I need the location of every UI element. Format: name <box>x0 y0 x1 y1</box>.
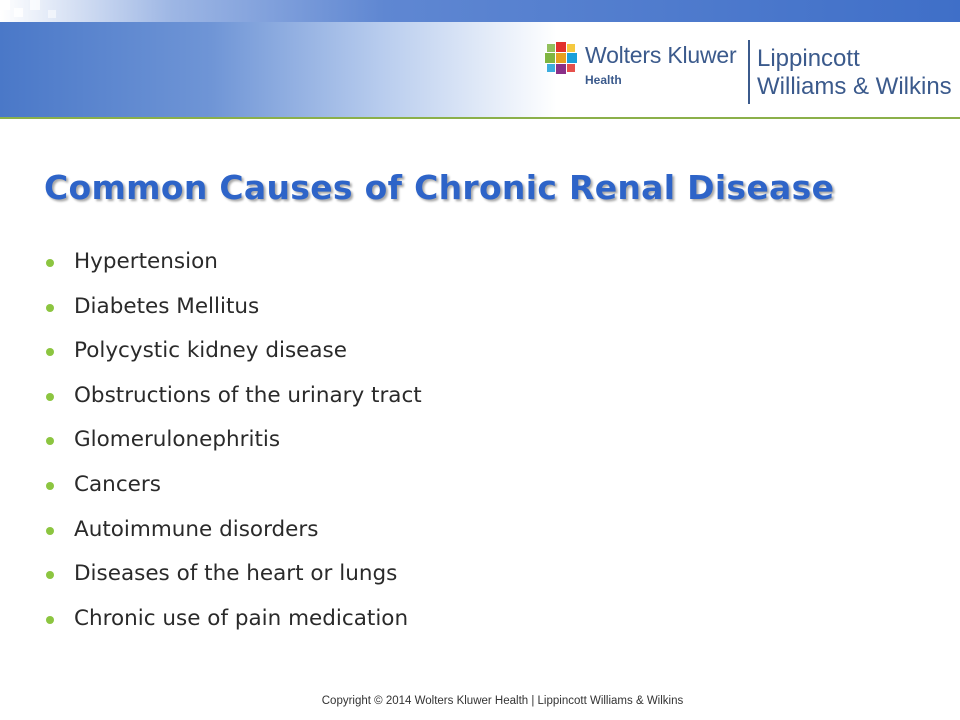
bullet-item <box>44 246 422 291</box>
bullet-text: Autoimmune disorders <box>74 516 319 542</box>
decor-square <box>14 8 23 17</box>
header-divider-line <box>0 117 960 119</box>
bullet-text: Diabetes Mellitus <box>74 293 260 319</box>
decor-square <box>0 0 10 10</box>
logo-division-name: Health <box>585 73 622 87</box>
bullet-item <box>44 291 422 336</box>
bullet-text: Hypertension <box>74 249 218 274</box>
bullet-item <box>44 335 422 380</box>
bullet-text: Glomerulonephritis <box>74 427 281 453</box>
logo-company-name: Wolters Kluwer <box>585 42 737 68</box>
bullet-dot-icon <box>46 571 54 579</box>
bullet-item <box>44 514 422 559</box>
bullet-dot-icon <box>46 437 54 445</box>
bullet-dot-icon <box>46 616 54 624</box>
bullet-item <box>44 380 422 425</box>
bullet-dot-icon <box>46 304 54 312</box>
bullet-dot-icon <box>46 527 54 535</box>
bullet-item <box>44 424 422 469</box>
bullet-text: Chronic use of pain medication <box>74 605 409 631</box>
publisher-logo <box>543 40 953 106</box>
slide-title: Common Causes of Chronic Renal Disease <box>44 168 835 207</box>
bullet-dot-icon <box>46 393 54 401</box>
logo-imprint-line2: Williams & Wilkins <box>757 73 952 100</box>
bullet-item <box>44 469 422 514</box>
wolters-kluwer-logo-icon <box>543 40 579 76</box>
header-band <box>0 0 960 118</box>
bullet-item <box>44 558 422 603</box>
bullet-text: Cancers <box>74 471 161 497</box>
bullet-dot-icon <box>46 259 54 267</box>
copyright-footer: Copyright © 2014 Wolters Kluwer Health | Lippincott Williams & Wilkins <box>321 695 684 707</box>
logo-divider <box>748 40 750 104</box>
decor-square <box>30 0 40 10</box>
bullet-dot-icon <box>46 348 54 356</box>
header-top-bar <box>0 0 960 22</box>
bullet-list <box>44 246 422 647</box>
bullet-text: Polycystic kidney disease <box>74 338 347 364</box>
bullet-text: Diseases of the heart or lungs <box>74 561 398 587</box>
bullet-dot-icon <box>46 482 54 490</box>
logo-imprint-line1: Lippincott <box>757 45 860 72</box>
bullet-text: Obstructions of the urinary tract <box>74 382 422 408</box>
decor-square <box>48 10 56 18</box>
bullet-item <box>44 603 422 648</box>
